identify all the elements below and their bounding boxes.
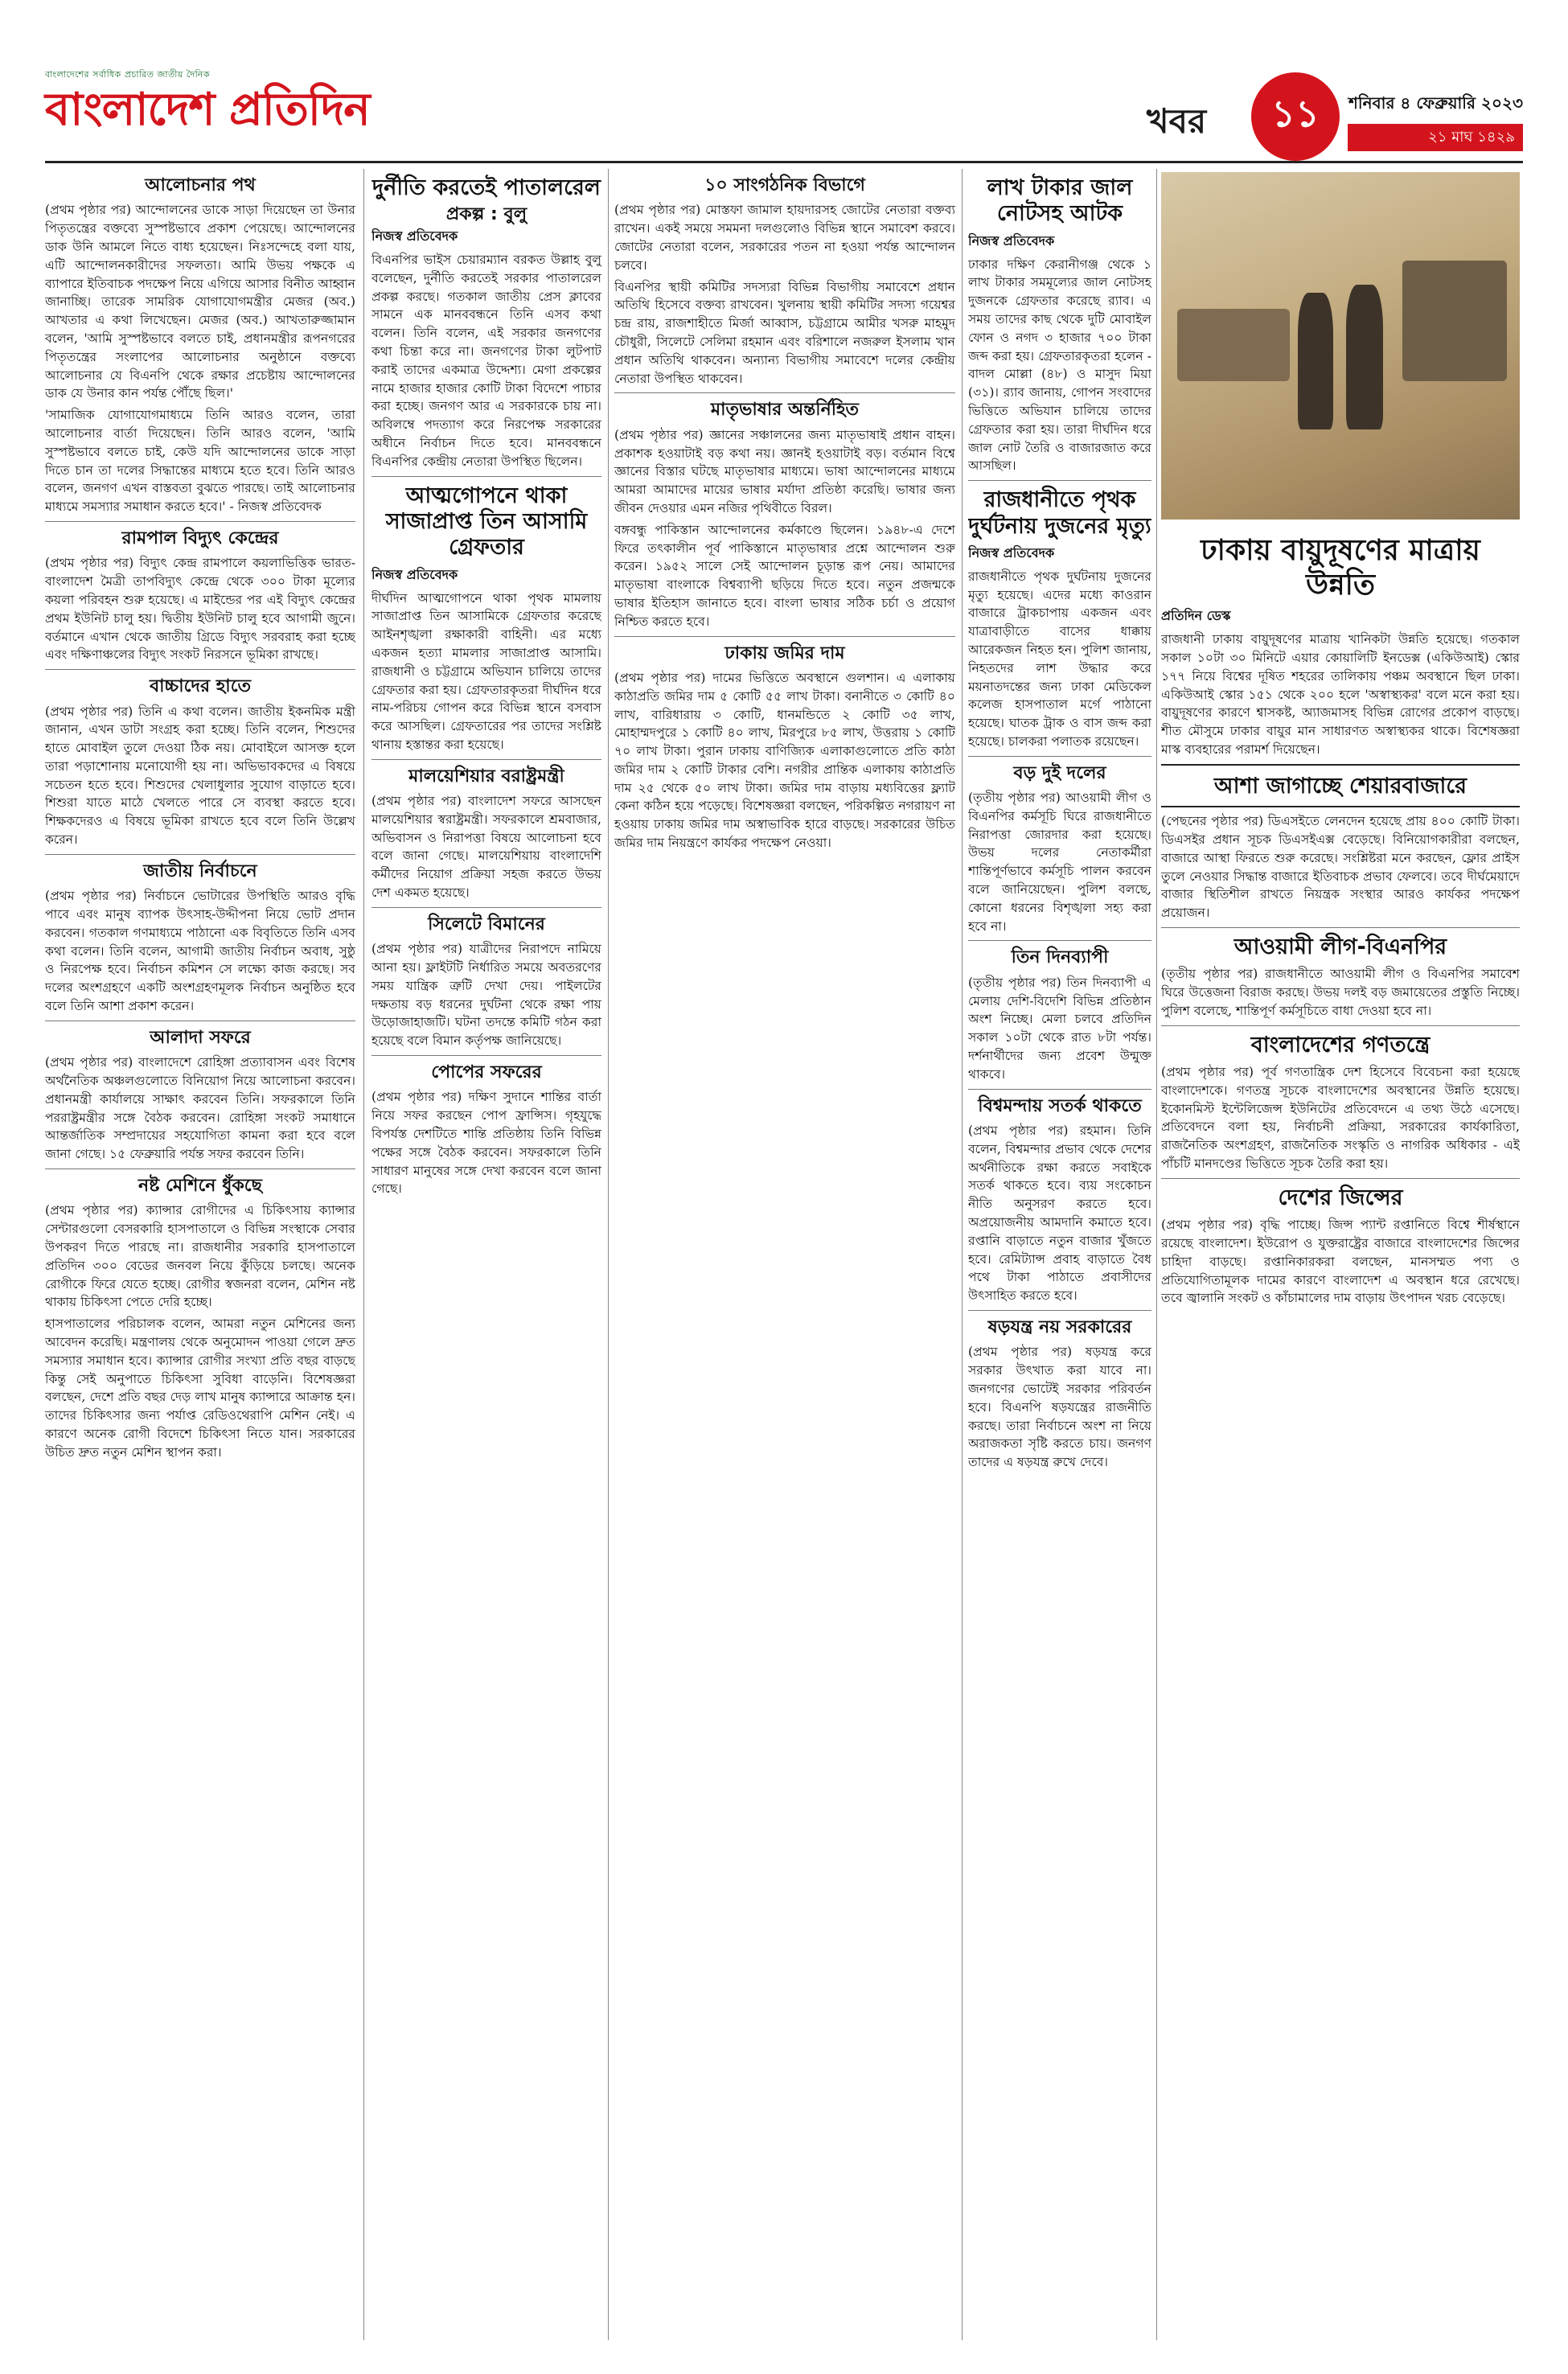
column-3 — [614, 169, 955, 2340]
divider — [371, 907, 601, 908]
newspaper-logo[interactable]: বাংলাদেশ প্রতিদিন — [45, 84, 370, 136]
column-4 — [968, 169, 1151, 2340]
headline-rajdhani[interactable]: রাজধানীতে পৃথক দুর্ঘটনায় দুজনের মৃত্যু — [968, 487, 1151, 539]
headline-alada[interactable]: আলাদা সফরে — [150, 1027, 251, 1048]
paragraph: রাজধানীতে পৃথক দুর্ঘটনায় দুজনের মৃত্যু হয়েছে। এদের মধ্যে কাওরান বাজারে ট্রাকচাপায় একজন এবং যাত্রাবাড়ীতে বাসের ধাক্কায় আরেকজন নিহত হন। পুলিশ জানায়, নিহতদের লাশ উদ্ধার করে ময়নাতদন্তের জন্য ঢাকা মেডিকেল কলেজ হাসপাতাল মর্গে পাঠানো হয়েছে। ঘাতক ট্রাক ও বাস জব্দ করা হয়েছে। চালকরা পলাতক রয়েছেন। — [968, 569, 1151, 749]
paragraph: (প্রথম পৃষ্ঠার পর) বিদ্যুৎ কেন্দ্র রামপালে কয়লাভিত্তিক ভারত-বাংলাদেশ মৈত্রী তাপবিদ্যুৎ কেন্দ্রে থেকে ৩০০ টাকা মূল্যের কয়লা পরিবহন শুরু হয়েছে। এ মাইন্ডের পর এই বিদ্যুৎ কেন্দ্রের প্রথম ইউনিট চালু হয়। দ্বিতীয় ইউনিট চালু হবে আগামী জুনে। বর্তমানে এখান থেকে জাতীয় গ্রিডে বিদ্যুৎ সরবরাহ করা হচ্ছে এবং দক্ষিণাঞ্চলের বিদ্যুৎ সংকট নিরসনে ভূমিকা রাখছে। — [45, 556, 355, 663]
masthead-rule — [45, 161, 1523, 163]
headline-shorojontro[interactable]: ষড়যন্ত্র নয় সরকারের — [987, 1316, 1132, 1337]
headline-bishwa-monda[interactable]: বিশ্বমন্দায় সতর্ক থাকতে — [978, 1095, 1142, 1116]
column-divider — [962, 169, 963, 2340]
headline-noshto[interactable]: নষ্ট মেশিনে ধুঁকছে — [138, 1176, 262, 1197]
paragraph: (পেছনের পৃষ্ঠার পর) ডিএসইতে লেনদেন হয়েছে প্রায় ৪০০ কোটি টাকা। ডিএসইর প্রধান সূচক ডিএসইএক্স বেড়েছে। বিনিয়োগকারীরা বলছেন, বাজারে আস্থা ফিরতে শুরু করেছে। সংশ্লিষ্টরা মনে করছেন, ফ্লোর প্রাইস তুলে নেওয়ার সিদ্ধান্ত বাজারে ইতিবাচক প্রভাব ফেলবে। তবে দীর্ঘমেয়াদে বাজার স্থিতিশীল রাখতে নিয়ন্ত্রক সংস্থার আরও কার্যকর পদক্ষেপ প্রয়োজন। — [1161, 814, 1520, 921]
byline: নিজস্ব প্রতিবেদক — [968, 544, 1055, 561]
date-gregorian: শনিবার ৪ ফেব্রুয়ারি ২০২৩ — [1348, 93, 1523, 113]
paragraph: দীর্ঘদিন আত্মগোপনে থাকা পৃথক মামলায় সাজাপ্রাপ্ত তিন আসামিকে গ্রেফতার করেছে আইনশৃঙ্খলা রক্ষাকারী বাহিনী। এর মধ্যে একজন হত্যা মামলার সাজাপ্রাপ্ত আসামি। রাজধানী ও চট্টগ্রামে অভিযান চালিয়ে তাদের গ্রেফতার করা হয়। গ্রেফতারকৃতরা দীর্ঘদিন ধরে নাম-পরিচয় গোপন করে বিভিন্ন স্থানে বসবাস করে আসছিল। গ্রেফতারের পর তাদের সংশ্লিষ্ট থানায় হস্তান্তর করা হয়েছে। — [371, 590, 601, 752]
headline-jins[interactable]: দেশের জিন্সের — [1278, 1185, 1403, 1210]
date-bangla: ২১ মাঘ ১৪২৯ — [1348, 124, 1523, 151]
photo-vehicle — [1177, 309, 1290, 381]
paragraph: (প্রথম পৃষ্ঠার পর) দামের ভিত্তিতে অবস্থানে গুলশান। এ এলাকায় কাঠাপ্রতি জমির দাম ৫ কোটি ৫৫ লাখ টাকা। বনানীতে ৩ কোটি ৪০ লাখ, বারিধারায় ৩ কোটি, ধানমন্ডিতে ২ কোটি ৩৫ লাখ, মোহাম্মদপুরে ১ কোটি ৪০ লাখ, মিরপুরে ৮৫ লাখ, উত্তরায় ১ কোটি ৭০ লাখ টাকা। পুরান ঢাকায় বাণিজ্যিক এলাকাগুলোতে প্রতি কাঠা জমির দাম ২ কোটি টাকার বেশি। নগরীর প্রান্তিক এলাকায় কাঠাপ্রতি দাম ২৫ থেকে ৫০ লাখ টাকা। জমির দাম বাড়ায় মধ্যবিত্তের ফ্ল্যাট কেনা কঠিন হয়ে পড়েছে। বিশেষজ্ঞরা বলছেন, পরিকল্পিত নগরায়ণ না হওয়ায় ঢাকায় জমির দাম অস্বাভাবিক হারে বাড়ছে। সরকারের উচিত জমির দাম নিয়ন্ত্রণে কার্যকর পদক্ষেপ নেওয়া। — [614, 670, 955, 851]
paragraph: (প্রথম পৃষ্ঠার পর) ষড়যন্ত্র করে সরকার উৎখাত করা যাবে না। জনগণের ভোটেই সরকার পরিবর্তন হবে। বিএনপি ষড়যন্ত্রের রাজনীতি করছে। তারা নির্বাচনে অংশ না নিয়ে অরাজকতা সৃষ্টি করতে চায়। জনগণ তাদের এ ষড়যন্ত্র রুখে দেবে। — [968, 1345, 1151, 1470]
paragraph: (প্রথম পৃষ্ঠার পর) বৃদ্ধি পাচ্ছে। জিন্স প্যান্ট রপ্তানিতে বিশ্বে শীর্ষস্থানে রয়েছে বাংলাদেশ। ইউরোপ ও যুক্তরাষ্ট্রের বাজারে বাংলাদেশের জিন্সের চাহিদা বাড়ছে। রপ্তানিকারকরা বলছেন, মানসম্মত পণ্য ও প্রতিযোগিতামূলক দামের কারণে বাংলাদেশ এ অবস্থান ধরে রেখেছে। তবে জ্বালানি সংকট ও কাঁচামালের দাম বাড়ায় উৎপাদন খরচ বেড়েছে। — [1161, 1218, 1520, 1306]
paragraph: (তৃতীয় পৃষ্ঠার পর) রাজধানীতে আওয়ামী লীগ ও বিএনপির সমাবেশ ঘিরে উত্তেজনা বিরাজ করছে। উভয় দলই বড় জমায়েতের প্রস্তুতি নিচ্ছে। পুলিশ বলেছে, শান্তিপূর্ণ কর্মসূচিতে বাধা দেওয়া হবে না। — [1161, 967, 1520, 1018]
divider — [371, 1055, 601, 1056]
divider — [371, 759, 601, 760]
divider — [968, 1310, 1151, 1311]
paragraph: (প্রথম পৃষ্ঠার পর) জ্ঞানের সঞ্চালনের জন্য মাতৃভাষাই প্রধান বাহন। প্রকাশক হওয়াটাই বড় কথা নয়। জ্ঞানই হওয়াটাই বড়। বর্তমান বিশ্বে জ্ঞানের বিস্তার ঘটছে মাতৃভাষার মাধ্যমে। ভাষা আন্দোলনের মাধ্যমে আমরা আমাদের মায়ের ভাষার মর্যাদা প্রতিষ্ঠা করেছি। ভাষার জন্য জীবন দেওয়ার এমন নজির পৃথিবীতে বিরল। — [614, 427, 955, 515]
byline: নিজস্ব প্রতিবেদক — [968, 232, 1055, 248]
paragraph: (প্রথম পৃষ্ঠার পর) যাত্রীদের নিরাপদে নামিয়ে আনা হয়। ফ্লাইটটি নির্ধারিত সময়ে অবতরণের সময় যান্ত্রিক ত্রুটি দেখা দেয়। পাইলটের দক্ষতায় বড় ধরনের দুর্ঘটনা থেকে রক্ষা পায় উড়োজাহাজটি। ঘটনা তদন্তে কমিটি গঠন করা হয়েছে বলে বিমান কর্তৃপক্ষ জানিয়েছে। — [371, 942, 601, 1049]
masthead — [45, 68, 1523, 156]
paragraph: (প্রথম পৃষ্ঠার পর) মোস্তফা জামাল হায়দারসহ জোটের নেতারা বক্তব্য রাখেন। একই সময়ে সমমনা দলগুলোও বিভিন্ন স্থানে সমাবেশ করবে। জোটের নেতারা বলেন, সরকারের পতন না হওয়া পর্যন্ত আন্দোলন চলবে। — [614, 203, 955, 273]
headline-share[interactable]: আশা জাগাচ্ছে শেয়ারবাজারে — [1213, 773, 1467, 799]
column-divider — [1156, 169, 1157, 2340]
divider — [968, 940, 1151, 941]
headline-jal-note[interactable]: লাখ টাকার জাল নোটসহ আটক — [987, 175, 1133, 227]
paragraph: (প্রথম পৃষ্ঠার পর) পূর্ব গণতান্ত্রিক দেশ হিসেবে বিবেচনা করা হয়েছে বাংলাদেশকে। গণতন্ত্র সূচকে বাংলাদেশের অবস্থানের উন্নতি হয়েছে। ইকোনমিস্ট ইন্টেলিজেন্স ইউনিটের প্রতিবেদনে এ তথ্য উঠে এসেছে। প্রতিবেদনে বলা হয়, নির্বাচনী প্রক্রিয়া, সরকারের কার্যকারিতা, রাজনৈতিক অংশগ্রহণ, রাজনৈতিক সংস্কৃতি ও নাগরিক অধিকার - এই পাঁচটি মানদণ্ডের ভিত্তিতে সূচক তৈরি করা হয়। — [1161, 1065, 1520, 1172]
headline-pope[interactable]: পোপের সফরের — [431, 1062, 542, 1083]
section-name: খবর — [1147, 101, 1207, 141]
headline-alochona[interactable]: আলোচনার পথ — [145, 175, 256, 195]
paragraph: (প্রথম পৃষ্ঠার পর) বাংলাদেশে রোহিঙ্গা প্রত্যাবাসন এবং বিশেষ অর্থনৈতিক অঞ্চলগুলোতে বিনিয়োগ নিয়ে আলোচনা করবেন। প্রধানমন্ত্রী কার্যালয়ে সাক্ষাৎ করবেন তিনি। সফরকালে তিনি পররাষ্ট্রমন্ত্রীর সঙ্গে বৈঠক করবেন। রোহিঙ্গা সংকট সমাধানে আন্তর্জাতিক সম্প্রদায়ের সহযোগিতা কামনা করা হবে বলে জানা গেছে। ১৫ ফেব্রুয়ারি পর্যন্ত সফর করবেন তিনি। — [45, 1055, 355, 1162]
headline-durniti[interactable]: দুর্নীতি করতেই পাতালরেল — [372, 175, 601, 200]
byline: প্রতিদিন ডেস্ক — [1161, 608, 1231, 624]
paragraph: (তৃতীয় পৃষ্ঠার পর) আওয়ামী লীগ ও বিএনপির কর্মসূচি ঘিরে রাজধানীতে নিরাপত্তা জোরদার করা হয়েছে। উভয় দলের নেতাকর্মীরা শান্তিপূর্ণভাবে কর্মসূচি পালন করবেন বলে জানিয়েছেন। পুলিশ বলছে, কোনো ধরনের বিশৃঙ্খলা সহ্য করা হবে না। — [968, 791, 1151, 934]
column-divider — [363, 169, 364, 2340]
column-5 — [1161, 527, 1520, 2340]
news-photo-smog[interactable] — [1161, 172, 1520, 520]
photo-vehicle — [1402, 261, 1507, 381]
logo-tagline: বাংলাদেশের সর্বাধিক প্রচারিত জাতীয় দৈনিক — [45, 69, 211, 80]
headline-sylhet[interactable]: সিলেটে বিমানের — [428, 914, 545, 934]
headline-malaysia[interactable]: মালয়েশিয়ার বরাষ্ট্রমন্ত্রী — [408, 766, 564, 787]
headline-bachha[interactable]: বাচ্চাদের হাতে — [149, 676, 252, 697]
paragraph: (প্রথম পৃষ্ঠার পর) দক্ষিণ সুদানে শান্তির বার্তা নিয়ে সফর করছেন পোপ ফ্রান্সিস। গৃহযুদ্ধে বিপর্যস্ত দেশটিতে শান্তি প্রতিষ্ঠায় তিনি বিভিন্ন পক্ষের সঙ্গে বৈঠক করবেন। সফরকালে তিনি সাধারণ মানুষের সঙ্গে দেখা করবেন বলে জানা গেছে। — [371, 1090, 601, 1197]
headline-durniti-sub[interactable]: প্রকল্প : বুলু — [445, 204, 527, 225]
headline-nirbachon[interactable]: জাতীয় নির্বাচনে — [143, 860, 257, 881]
headline-matribhasha[interactable]: মাতৃভাষার অন্তর্নিহিত — [710, 400, 860, 421]
divider — [968, 480, 1151, 481]
paragraph: বঙ্গবন্ধু পাকিস্তান আন্দোলনের কর্মকাণ্ডে ছিলেন। ১৯৪৮-এ দেশে ফিরে তৎকালীন পূর্ব পাকিস্তানে মাতৃভাষার প্রশ্নে আন্দোলন শুরু করেন। ১৯৫২ সালে সেই আন্দোলন চূড়ান্ত রূপ নেয়। আমাদের মাতৃভাষা বাংলাকে বিশ্বব্যাপী ছড়িয়ে দিতে হবে। নতুন প্রজন্মকে ভাষার ইতিহাস জানাতে হবে। বাংলা ভাষার সঠিক চর্চা ও প্রয়োগ নিশ্চিত করতে হবে। — [614, 522, 955, 629]
paragraph: (প্রথম পৃষ্ঠার পর) আন্দোলনের ডাকে সাড়া দিয়েছেন তা উনার পিতৃতন্ত্রের বক্তব্যে সুস্পষ্টভাবে প্রকাশ পেয়েছে। আন্দোলনের ডাক উনি আমলে নিতে বাধ্য হয়েছেন। নিঃসন্দেহে বলা যায়, এটি আন্দোলনকারীদের সফলতা। আমি উভয় পক্ষকে এ ব্যাপারে ইতিবাচক পদক্ষেপ নিয়ে এগিয়ে আসার বিনীত আহ্বান জানাচ্ছি। তারেক সামরিক যোগাযোগমন্ত্রীর মেজর (অব.) আখতার এ কথা লিখেছেন। মেজর (অব.) আখতারুজ্জামান বলেন, 'আমি সুস্পষ্টভাবে বলতে চাই, প্রধানমন্ত্রীর রূপনগরের পিতৃতন্ত্রের সংলাপের আলোচনার অনুষ্ঠানে বক্তব্যে আলোচনার যে বিএনপি থেকে রক্ষার প্রচেষ্টায় আন্দোলনের ডাক যে উনার কান পর্যন্ত পৌঁছে ছিল।' — [45, 203, 355, 401]
page-number-badge: ১১ — [1251, 72, 1340, 161]
divider — [45, 521, 355, 522]
headline-dhaka-bayu[interactable]: ঢাকায় বায়ুদূষণের মাত্রায় উন্নতি — [1201, 534, 1480, 602]
paragraph: (প্রথম পৃষ্ঠার পর) ক্যান্সার রোগীদের এ চিকিৎসায় ক্যান্সার সেন্টারগুলো বেসরকারি হাসপাতালে ও বিভিন্ন সংস্থাকে সেবার উপকরণ দিতে পারছে না। রাজধানীর সরকারি হাসপাতালে প্রতিদিন ৩০০ বেডের জনবল নিয়ে কুঁড়িয়ে চলছে। অনেক রোগীকে ফিরে যেতে হচ্ছে। রোগীর স্বজনরা বলেন, মেশিন নষ্ট থাকায় চিকিৎসা পেতে দেরি হচ্ছে। — [45, 1203, 355, 1310]
paragraph: বিএনপির স্থায়ী কমিটির সদস্যরা বিভিন্ন বিভাগীয় সমাবেশে প্রধান অতিথি হিসেবে বক্তব্য রাখবেন। খুলনায় স্থায়ী কমিটির সদস্য গয়েশ্বর চন্দ্র রায়, রাজশাহীতে মির্জা আব্বাস, চট্টগ্রামে আমীর খসরু মাহমুদ চৌধুরী, সিলেটে সেলিমা রহমান এবং বরিশালে নজরুল ইসলাম খান প্রধান অতিথি থাকবেন। অন্যান্য বিভাগীয় সমাবেশে দলের কেন্দ্রীয় নেতারা উপস্থিত থাকবেন। — [614, 279, 955, 386]
divider — [1161, 927, 1520, 928]
column-1 — [45, 169, 355, 2340]
byline: নিজস্ব প্রতিবেদক — [371, 228, 458, 244]
divider — [614, 636, 955, 637]
byline: নিজস্ব প্রতিবেদক — [371, 566, 458, 582]
headline-jomi[interactable]: ঢাকায় জমির দাম — [724, 643, 845, 663]
paragraph: 'সামাজিক যোগাযোগমাধ্যমে তিনি আরও বলেন, তারা আলোচনার বার্তা দিয়েছেন। তিনি আরও বলেন, 'আমি সুস্পষ্টভাবে বলতে চাই, কেউ যদি আন্দোলনের ডাকে সাড়া দিতে চান তা দলের সিদ্ধান্তের মাধ্যমে হতে হবে। তিনি আরও বলেন, জনগণ এখন বাস্তবতা বুঝতে পারছে। তাই আলোচনার মাধ্যমে সমস্যার সমাধান করতে হবে।' - নিজস্ব প্রতিবেদক — [45, 408, 355, 515]
paragraph: বিএনপির ভাইস চেয়ারম্যান বরকত উল্লাহ বুলু বলেছেন, দুর্নীতি করতেই সরকার পাতালরেল প্রকল্প করছে। গতকাল জাতীয় প্রেস ক্লাবের সামনে এক মানববন্ধনে তিনি এসব কথা বলেন। তিনি বলেন, এই সরকার জনগণের কথা চিন্তা করে না। জনগণের টাকা লুটপাট করাই তাদের একমাত্র উদ্দেশ্য। মেগা প্রকল্পের নামে হাজার হাজার কোটি টাকা বিদেশে পাচার করা হচ্ছে। জনগণ আর এ সরকারকে চায় না। অবিলম্বে পদত্যাগ করে নিরপেক্ষ সরকারের অধীনে নির্বাচন দিতে হবে। মানববন্ধনে বিএনপির কেন্দ্রীয় নেতারা উপস্থিত ছিলেন। — [371, 252, 601, 469]
paragraph: হাসপাতালের পরিচালক বলেন, আমরা নতুন মেশিনের জন্য আবেদন করেছি। মন্ত্রণালয় থেকে অনুমোদন পাওয়া গেলে দ্রুত সমস্যার সমাধান হবে। ক্যান্সার রোগীর সংখ্যা প্রতি বছর বাড়ছে কিন্তু সেই অনুপাতে চিকিৎসা সুবিধা বাড়েনি। বিশেষজ্ঞরা বলছেন, দেশে প্রতি বছর দেড় লাখ মানুষ ক্যান্সারে আক্রান্ত হন। তাদের চিকিৎসার জন্য পর্যাপ্ত রেডিওথেরাপি মেশিন নেই। এ কারণে অনেক রোগী বিদেশে চিকিৎসা নিতে যান। সরকারের উচিত দ্রুত নতুন মেশিন স্থাপন করা। — [45, 1316, 355, 1460]
photo-person — [1298, 293, 1333, 429]
divider — [614, 392, 955, 393]
divider — [968, 1089, 1151, 1090]
column-2 — [371, 169, 601, 2340]
column-divider — [608, 169, 609, 2340]
divider — [45, 669, 355, 670]
paragraph: (প্রথম পৃষ্ঠার পর) তিনি এ কথা বলেন। জাতীয় ইকনমিক মন্ত্রী জানান, এখন ডাটা সংগ্রহ করা হচ্ছে। তিনি বলেন, শিশুদের হাতে মোবাইল তুলে দেওয়া ঠিক নয়। মোবাইলে আসক্ত হলে তারা পড়াশোনায় মনোযোগী হয় না। অভিভাবকদের এ বিষয়ে সচেতন হতে হবে। শিশুদের খেলাধুলার সুযোগ বাড়াতে হবে। শিশুরা যাতে মাঠে খেলতে পারে সে ব্যবস্থা করতে হবে। শিক্ষকদেরও এ বিষয়ে ভূমিকা রাখতে হবে বলে তিনি উল্লেখ করেন। — [45, 704, 355, 848]
paragraph: (প্রথম পৃষ্ঠার পর) বাংলাদেশ সফরে আসছেন মালয়েশিয়ার স্বরাষ্ট্রমন্ত্রী। সফরকালে শ্রমবাজার, অভিবাসন ও নিরাপত্তা বিষয়ে আলোচনা হবে বলে জানা গেছে। মালয়েশিয়ায় বাংলাদেশি কর্মীদের নিয়োগ প্রক্রিয়া সহজ করতে উভয় দেশ একমত হয়েছে। — [371, 794, 601, 901]
paragraph: (তৃতীয় পৃষ্ঠার পর) তিন দিনব্যাপী এ মেলায় দেশি-বিদেশি বিভিন্ন প্রতিষ্ঠান অংশ নিচ্ছে। মেলা চলবে প্রতিদিন সকাল ১০টা থেকে রাত ৮টা পর্যন্ত। দর্শনার্থীদের জন্য প্রবেশ উন্মুক্ত থাকবে। — [968, 975, 1151, 1082]
headline-gonotontro[interactable]: বাংলাদেশের গণতন্ত্রে — [1250, 1032, 1430, 1058]
paragraph: (প্রথম পৃষ্ঠার পর) রহমান। তিনি বলেন, বিশ্বমন্দার প্রভাব থেকে দেশের অর্থনীতিকে রক্ষা করতে সবাইকে সতর্ক থাকতে হবে। ব্যয় সংকোচন নীতি অনুসরণ করতে হবে। অপ্রয়োজনীয় আমদানি কমাতে হবে। রপ্তানি বাড়াতে নতুন বাজার খুঁজতে হবে। রেমিট্যান্স প্রবাহ বাড়াতে বৈধ পথে টাকা পাঠাতে প্রবাসীদের উৎসাহিত করতে হবে। — [968, 1123, 1151, 1304]
divider — [371, 476, 601, 477]
headline-tin-din[interactable]: তিন দিনব্যাপী — [1011, 947, 1109, 968]
headline-atmogopone[interactable]: আত্মগোপনে থাকা সাজাপ্রাপ্ত তিন আসামি গ্রেফতার — [385, 483, 588, 561]
headline-awami[interactable]: আওয়ামী লীগ-বিএনপির — [1233, 934, 1447, 959]
divider — [968, 756, 1151, 757]
headline-bodo-dol[interactable]: বড় দুই দলের — [1013, 762, 1106, 783]
paragraph: রাজধানী ঢাকায় বায়ুদূষণের মাত্রায় খানিকটা উন্নতি হয়েছে। গতকাল সকাল ১০টা ৩০ মিনিটে এয়ার কোয়ালিটি ইনডেক্স (একিউআই) স্কোর ১৭৭ নিয়ে বিশ্বের দূষিত শহরের তালিকায় পঞ্চম অবস্থানে ছিল ঢাকা। একিউআই স্কোর ১৫১ থেকে ২০০ হলে 'অস্বাস্থ্যকর' বলে মনে করা হয়। বায়ুদূষণের কারণে শ্বাসকষ্ট, অ্যাজমাসহ বিভিন্ন রোগের প্রকোপ বাড়ছে। শীত মৌসুমে ঢাকার বায়ুর মান সাধারণত অস্বাস্থ্যকর থাকে। বিশেষজ্ঞরা মাস্ক ব্যবহারের পরামর্শ দিয়েছেন। — [1161, 632, 1520, 757]
divider — [1161, 1025, 1520, 1026]
divider — [45, 854, 355, 855]
divider — [1161, 1178, 1520, 1179]
paragraph: (প্রথম পৃষ্ঠার পর) নির্বাচনে ভোটারের উপস্থিতি আরও বৃদ্ধি পাবে এবং মানুষ ব্যাপক উৎসাহ-উদ্দীপনা নিয়ে ভোট প্রদান করবেন। গতকাল গণমাধ্যমে পাঠানো এক বিবৃতিতে তিনি এসব কথা বলেন। তিনি বলেন, আগামী জাতীয় নির্বাচন অবাধ, সুষ্ঠু ও নিরপেক্ষ হবে। নির্বাচন কমিশন সে লক্ষ্যে কাজ করছে। সব দলের অংশগ্রহণে একটি অংশগ্রহণমূলক নির্বাচন অনুষ্ঠিত হবে বলে তিনি আশা প্রকাশ করেন। — [45, 889, 355, 1014]
logo-block[interactable] — [45, 68, 370, 134]
share-box — [1161, 764, 1520, 807]
headline-songothon[interactable]: ১০ সাংগঠনিক বিভাগে — [704, 175, 865, 195]
paragraph: ঢাকার দক্ষিণ কেরানীগঞ্জ থেকে ১ লাখ টাকার সমমূল্যের জাল নোটসহ দুজনকে গ্রেফতার করেছে র‍্যাব। এ সময় তাদের কাছ থেকে দুটি মোবাইল ফোন ও নগদ ৩ হাজার ৭০০ টাকা জব্দ করা হয়। গ্রেফতারকৃতরা হলেন - বাদল মোল্লা (৪৮) ও মাসুদ মিয়া (৩১)। র‍্যাব জানায়, গোপন সংবাদের ভিত্তিতে অভিযান চালিয়ে তাদের গ্রেফতার করা হয়। তারা দীর্ঘদিন ধরে জাল নোট তৈরি ও বাজারজাত করে আসছিল। — [968, 257, 1151, 474]
photo-person — [1346, 285, 1383, 429]
headline-rampal[interactable]: রামপাল বিদ্যুৎ কেন্দ্রের — [121, 528, 279, 548]
